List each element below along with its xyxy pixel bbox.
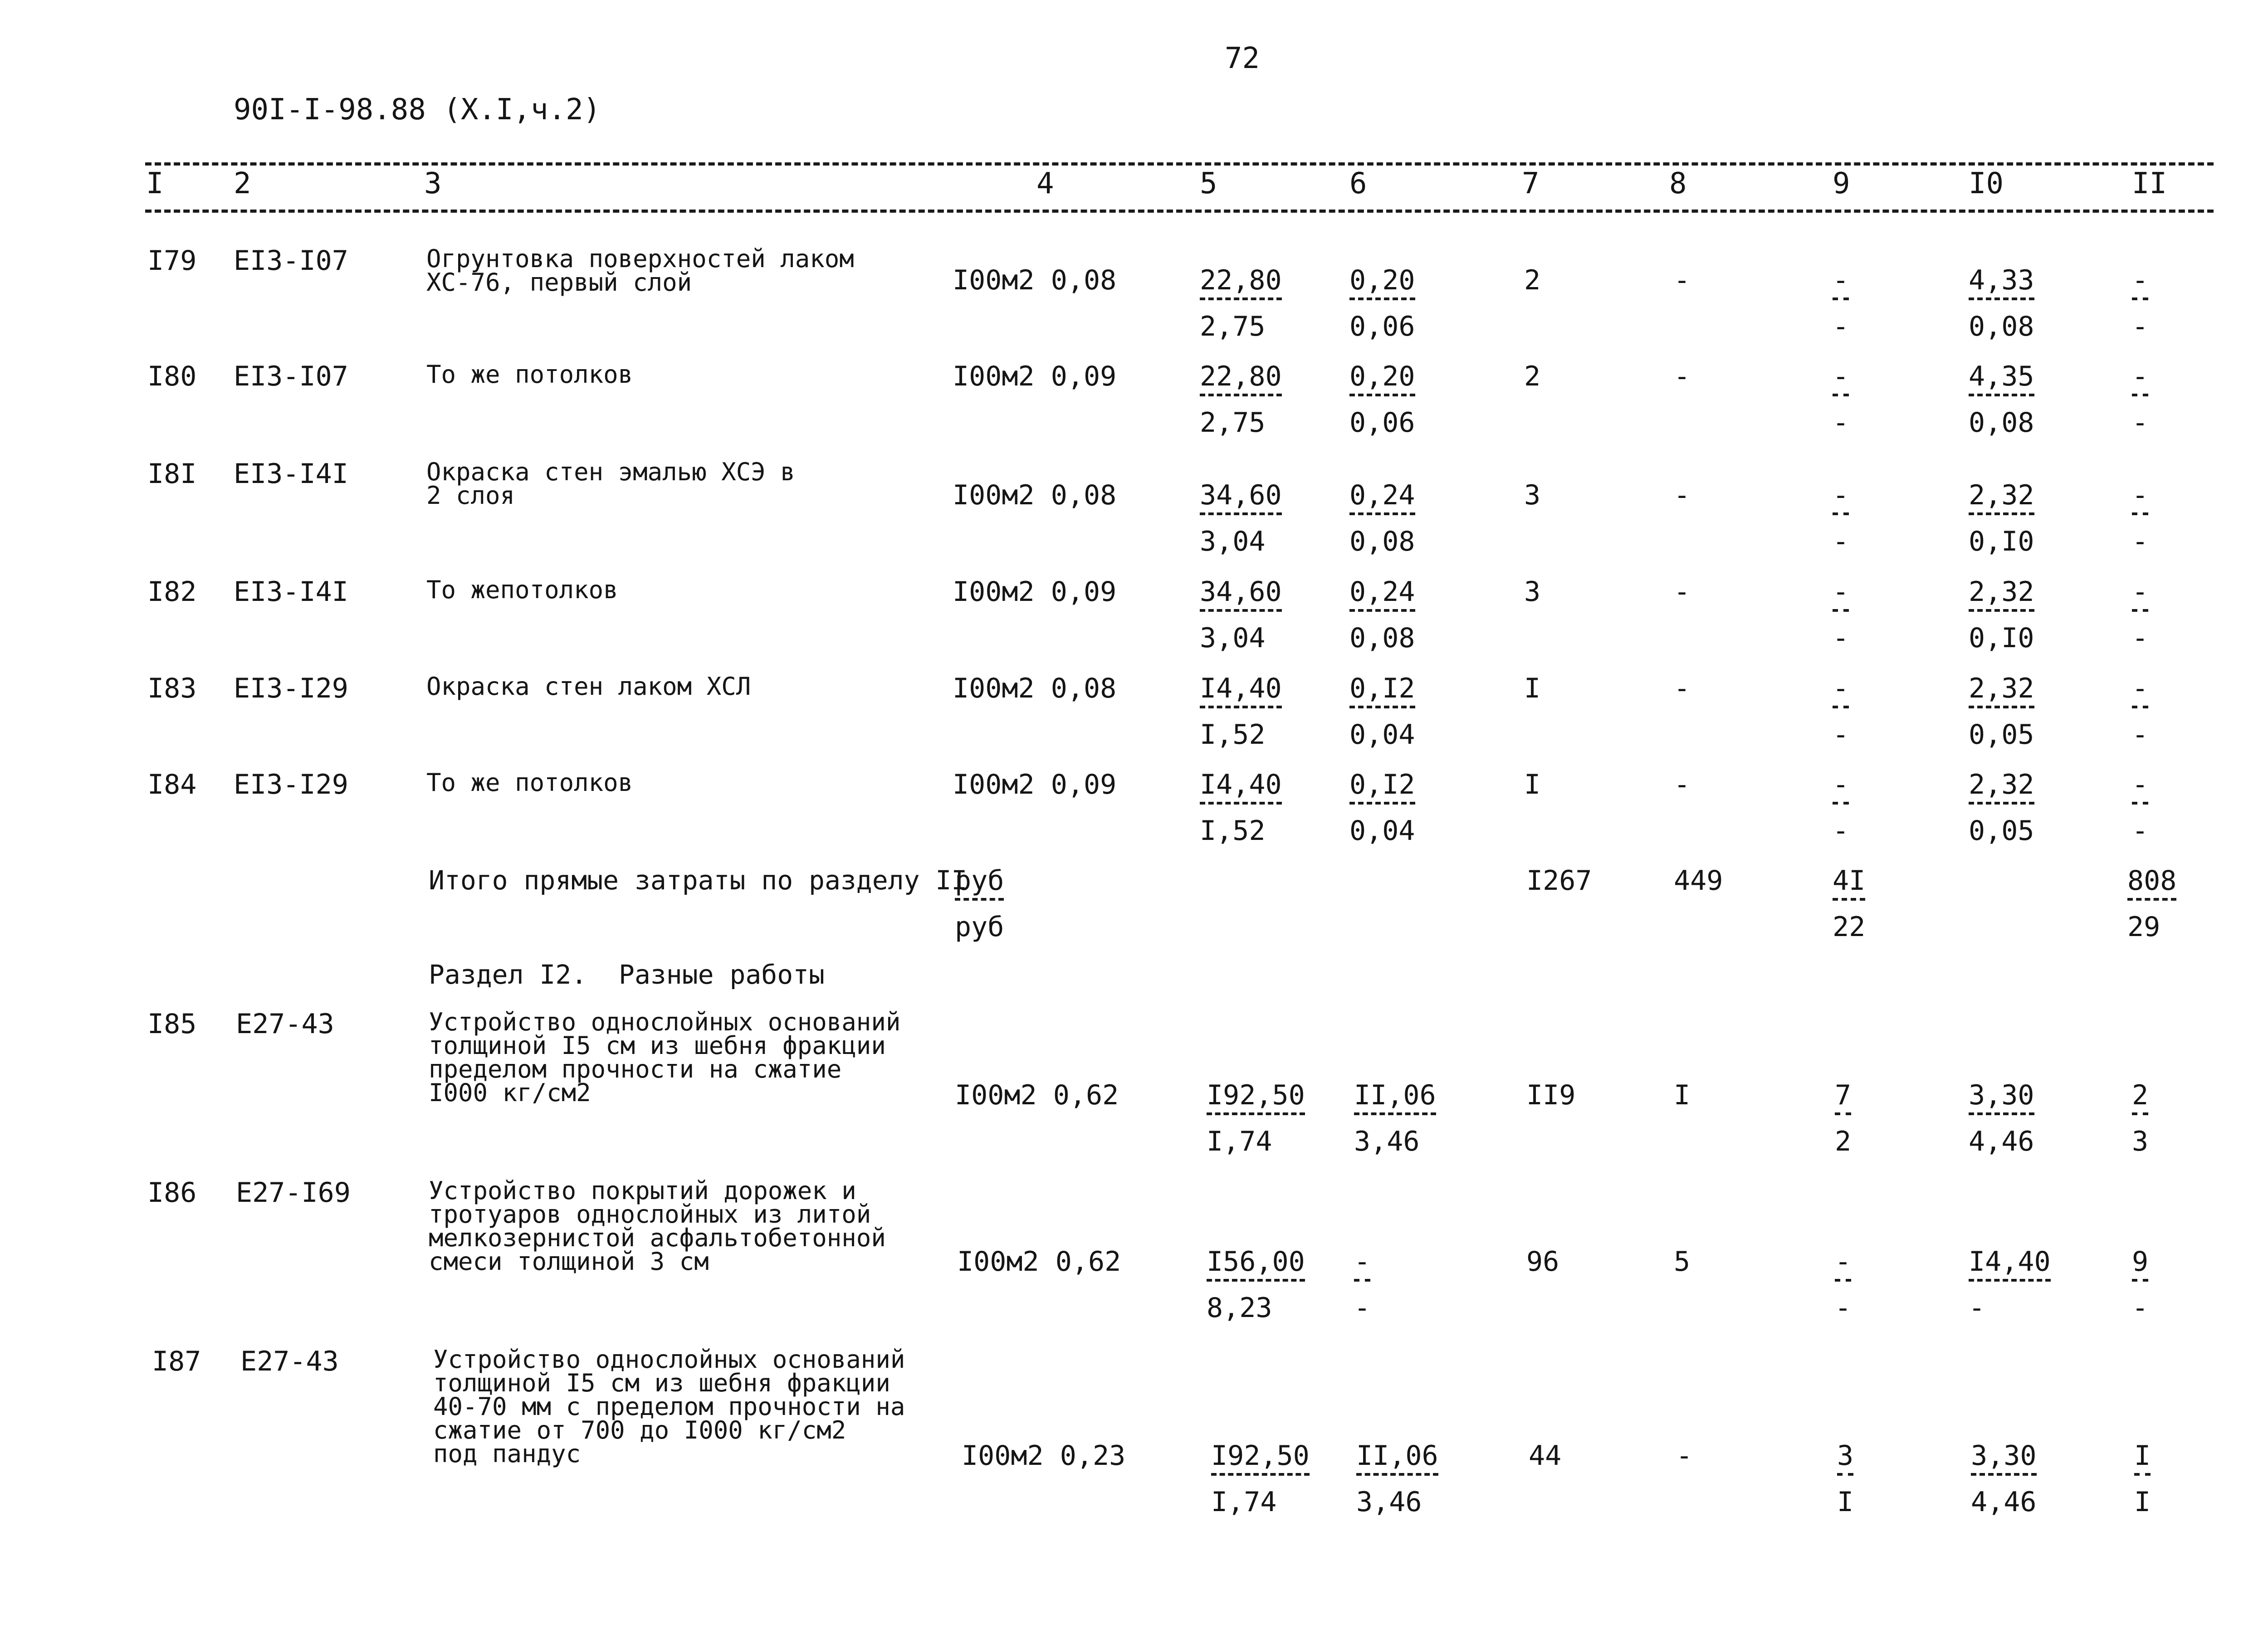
col11-bottom: - [2132,311,2149,342]
col6-bottom: 0,04 [1349,815,1415,847]
col-header-7: 7 [1522,167,1540,200]
col5-bottom: 2,75 [1200,407,1266,439]
col10-top: 4,33 [1969,267,2034,300]
col6-top: 0,I2 [1349,675,1415,708]
col11-top: 2 [2132,1082,2148,1115]
col10-bottom: 0,08 [1969,407,2034,439]
col5-top: I92,50 [1207,1082,1305,1115]
col5-bottom: I,52 [1200,719,1266,751]
unit-quantity: I00м2 0,08 [953,673,1117,704]
col5-bottom: 8,23 [1207,1292,1272,1324]
col8-value: - [1674,479,1691,511]
rate-code: EI3-I4I [234,576,348,608]
col10-bottom: 4,46 [1971,1486,2037,1518]
col8-value: - [1674,361,1691,392]
col9-bottom: - [1835,1292,1852,1324]
col9-bottom: - [1833,815,1849,847]
col7-value: 44 [1529,1440,1562,1472]
col7-value: 3 [1524,479,1541,511]
col5-bottom: I,74 [1207,1126,1272,1157]
col9-top: - [1833,267,1849,300]
col5-top: I92,50 [1211,1442,1310,1476]
col9-top: - [1833,771,1849,805]
col11-bottom: - [2132,1292,2149,1324]
work-description: То же потолков [426,360,633,389]
col-header-8: 8 [1669,167,1687,200]
col8-value: I [1674,1079,1691,1111]
col6-bottom: 3,46 [1356,1486,1422,1518]
row-number: I87 [152,1346,201,1377]
col9-top: - [1835,1248,1851,1282]
col9-top: - [1833,482,1849,515]
col11-bottom: - [2132,719,2149,751]
row-number: I8I [147,458,197,490]
section-total-col9-top: 4I [1833,867,1865,901]
work-description: Окраска стен эмалью ХСЭ в 2 слоя [426,458,795,510]
row-number: I85 [147,1008,197,1040]
col6-bottom: 0,06 [1349,311,1415,342]
work-description: То жепотолков [426,576,618,604]
unit-quantity: I00м2 0,23 [962,1440,1126,1472]
section-total-col7: I267 [1526,865,1592,897]
section-total-col8: 449 [1674,865,1723,897]
col5-top: 34,60 [1200,482,1282,515]
col9-bottom: - [1833,622,1849,654]
col5-top: I4,40 [1200,675,1282,708]
col5-bottom: 3,04 [1200,622,1266,654]
unit-quantity: I00м2 0,09 [953,769,1117,800]
row-number: I79 [147,245,197,277]
col5-top: I56,00 [1207,1248,1305,1282]
section-total-unit-top: руб [955,867,1004,901]
col8-value: 5 [1674,1246,1691,1278]
col10-bottom: 0,05 [1969,719,2034,751]
col11-bottom: - [2132,407,2149,439]
unit-quantity: I00м2 0,62 [957,1246,1121,1278]
col10-bottom: 0,I0 [1969,526,2034,557]
col5-top: 34,60 [1200,578,1282,612]
unit-quantity: I00м2 0,09 [953,361,1117,392]
col-header-2: 2 [234,167,251,200]
col5-bottom: 3,04 [1200,526,1266,557]
col6-top: 0,20 [1349,267,1415,300]
col6-top: II,06 [1356,1442,1438,1476]
work-description: То же потолков [426,768,633,797]
rate-code: E27-43 [236,1008,334,1040]
col-header-1: I [146,167,164,200]
col-header-3: 3 [424,167,442,200]
col10-top: 3,30 [1969,1082,2034,1115]
col9-top: 3 [1837,1442,1853,1476]
header-rule-top [145,162,2214,166]
work-description: Устройство однослойных оснований толщиной I5 см из шебня фракции пределом прочности на сжатие I000 кг/см2 [429,1008,901,1107]
section-total-unit-bottom: руб [955,911,1004,943]
row-number: I82 [147,576,197,608]
col5-top: 22,80 [1200,267,1282,300]
col6-bottom: 0,08 [1349,622,1415,654]
col11-top: 9 [2132,1248,2148,1282]
work-description: Устройство покрытий дорожек и тротуаров однослойных из литой мелкозернистой асфальтобетонной смеси толщиной 3 см [429,1176,886,1276]
col-header-11: II [2132,167,2167,200]
col10-top: I4,40 [1969,1248,2051,1282]
section-total-label: Итого прямые затраты по разделу II [429,865,968,896]
unit-quantity: I00м2 0,62 [955,1079,1119,1111]
col8-value: - [1676,1440,1693,1472]
col6-top: 0,24 [1349,578,1415,612]
col7-value: 2 [1524,264,1541,296]
col10-bottom: - [1969,1292,1985,1324]
unit-quantity: I00м2 0,08 [953,479,1117,511]
col10-bottom: 0,08 [1969,311,2034,342]
col10-bottom: 0,05 [1969,815,2034,847]
col8-value: - [1674,576,1691,608]
header-rule-bottom [145,210,2214,213]
section-heading: Раздел I2. Разные работы [429,959,825,990]
col10-top: 4,35 [1969,363,2034,396]
col9-bottom: I [1837,1486,1854,1518]
col9-top: - [1833,578,1849,612]
col11-top: - [2132,363,2148,396]
col11-bottom: - [2132,815,2149,847]
col-header-4: 4 [1036,167,1054,200]
section-total-col11-bottom: 29 [2127,911,2160,943]
col10-bottom: 4,46 [1969,1126,2034,1157]
col5-bottom: I,74 [1211,1486,1277,1518]
col6-bottom: - [1354,1292,1371,1324]
col7-value: I [1524,769,1541,800]
col10-top: 2,32 [1969,771,2034,805]
rate-code: E27-43 [240,1346,339,1377]
col10-bottom: 0,I0 [1969,622,2034,654]
col6-top: - [1354,1248,1370,1282]
col9-top: - [1833,675,1849,708]
row-number: I80 [147,361,197,392]
col9-bottom: - [1833,526,1849,557]
col6-bottom: 0,08 [1349,526,1415,557]
page-number: 72 [1225,42,1260,75]
unit-quantity: I00м2 0,09 [953,576,1117,608]
col6-bottom: 0,06 [1349,407,1415,439]
col5-bottom: 2,75 [1200,311,1266,342]
col-header-9: 9 [1833,167,1850,200]
unit-quantity: I00м2 0,08 [953,264,1117,296]
col11-top: - [2132,675,2148,708]
col5-top: 22,80 [1200,363,1282,396]
col7-value: I [1524,673,1541,704]
col11-bottom: I [2134,1486,2151,1518]
col11-bottom: - [2132,526,2149,557]
work-description: Устройство однослойных оснований толщиной I5 см из шебня фракции 40-70 мм с пределом прочности на сжатие от 700 до I000 кг/см2 под пандус [433,1345,905,1468]
col11-bottom: 3 [2132,1126,2149,1157]
col11-top: - [2132,578,2148,612]
col5-bottom: I,52 [1200,815,1266,847]
col7-value: 2 [1524,361,1541,392]
rate-code: EI3-I07 [234,361,348,392]
col10-top: 2,32 [1969,675,2034,708]
col7-value: 3 [1524,576,1541,608]
col6-top: 0,I2 [1349,771,1415,805]
col-header-6: 6 [1349,167,1367,200]
col6-top: 0,20 [1349,363,1415,396]
col7-value: II9 [1526,1079,1576,1111]
rate-code: EI3-I29 [234,673,348,704]
col9-top: - [1833,363,1849,396]
col9-bottom: - [1833,407,1849,439]
rate-code: EI3-I07 [234,245,348,277]
row-number: I84 [147,769,197,800]
col11-top: - [2132,267,2148,300]
col-header-5: 5 [1200,167,1217,200]
work-description: Огрунтовка поверхностей лаком XC-76, первый слой [426,244,854,297]
col10-top: 2,32 [1969,482,2034,515]
document-code: 90I-I-98.88 (X.I,ч.2) [234,93,601,127]
col8-value: - [1674,264,1691,296]
col-header-10: I0 [1969,167,2004,200]
section-total-col11-top: 808 [2127,867,2176,901]
col9-top: 7 [1835,1082,1851,1115]
col6-top: 0,24 [1349,482,1415,515]
col9-bottom: 2 [1835,1126,1852,1157]
col10-top: 2,32 [1969,578,2034,612]
col5-top: I4,40 [1200,771,1282,805]
col6-bottom: 0,04 [1349,719,1415,751]
col6-bottom: 3,46 [1354,1126,1420,1157]
row-number: I83 [147,673,197,704]
section-total-col9-bottom: 22 [1833,911,1866,943]
col8-value: - [1674,673,1691,704]
col6-top: II,06 [1354,1082,1436,1115]
row-number: I86 [147,1177,197,1209]
rate-code: EI3-I4I [234,458,348,490]
col11-bottom: - [2132,622,2149,654]
rate-code: EI3-I29 [234,769,348,800]
col8-value: - [1674,769,1691,800]
col10-top: 3,30 [1971,1442,2037,1476]
col9-bottom: - [1833,719,1849,751]
col11-top: - [2132,771,2148,805]
rate-code: E27-I69 [236,1177,351,1209]
col11-top: I [2134,1442,2151,1476]
work-description: Окраска стен лаком ХСЛ [426,672,751,701]
col7-value: 96 [1526,1246,1559,1278]
col11-top: - [2132,482,2148,515]
col9-bottom: - [1833,311,1849,342]
